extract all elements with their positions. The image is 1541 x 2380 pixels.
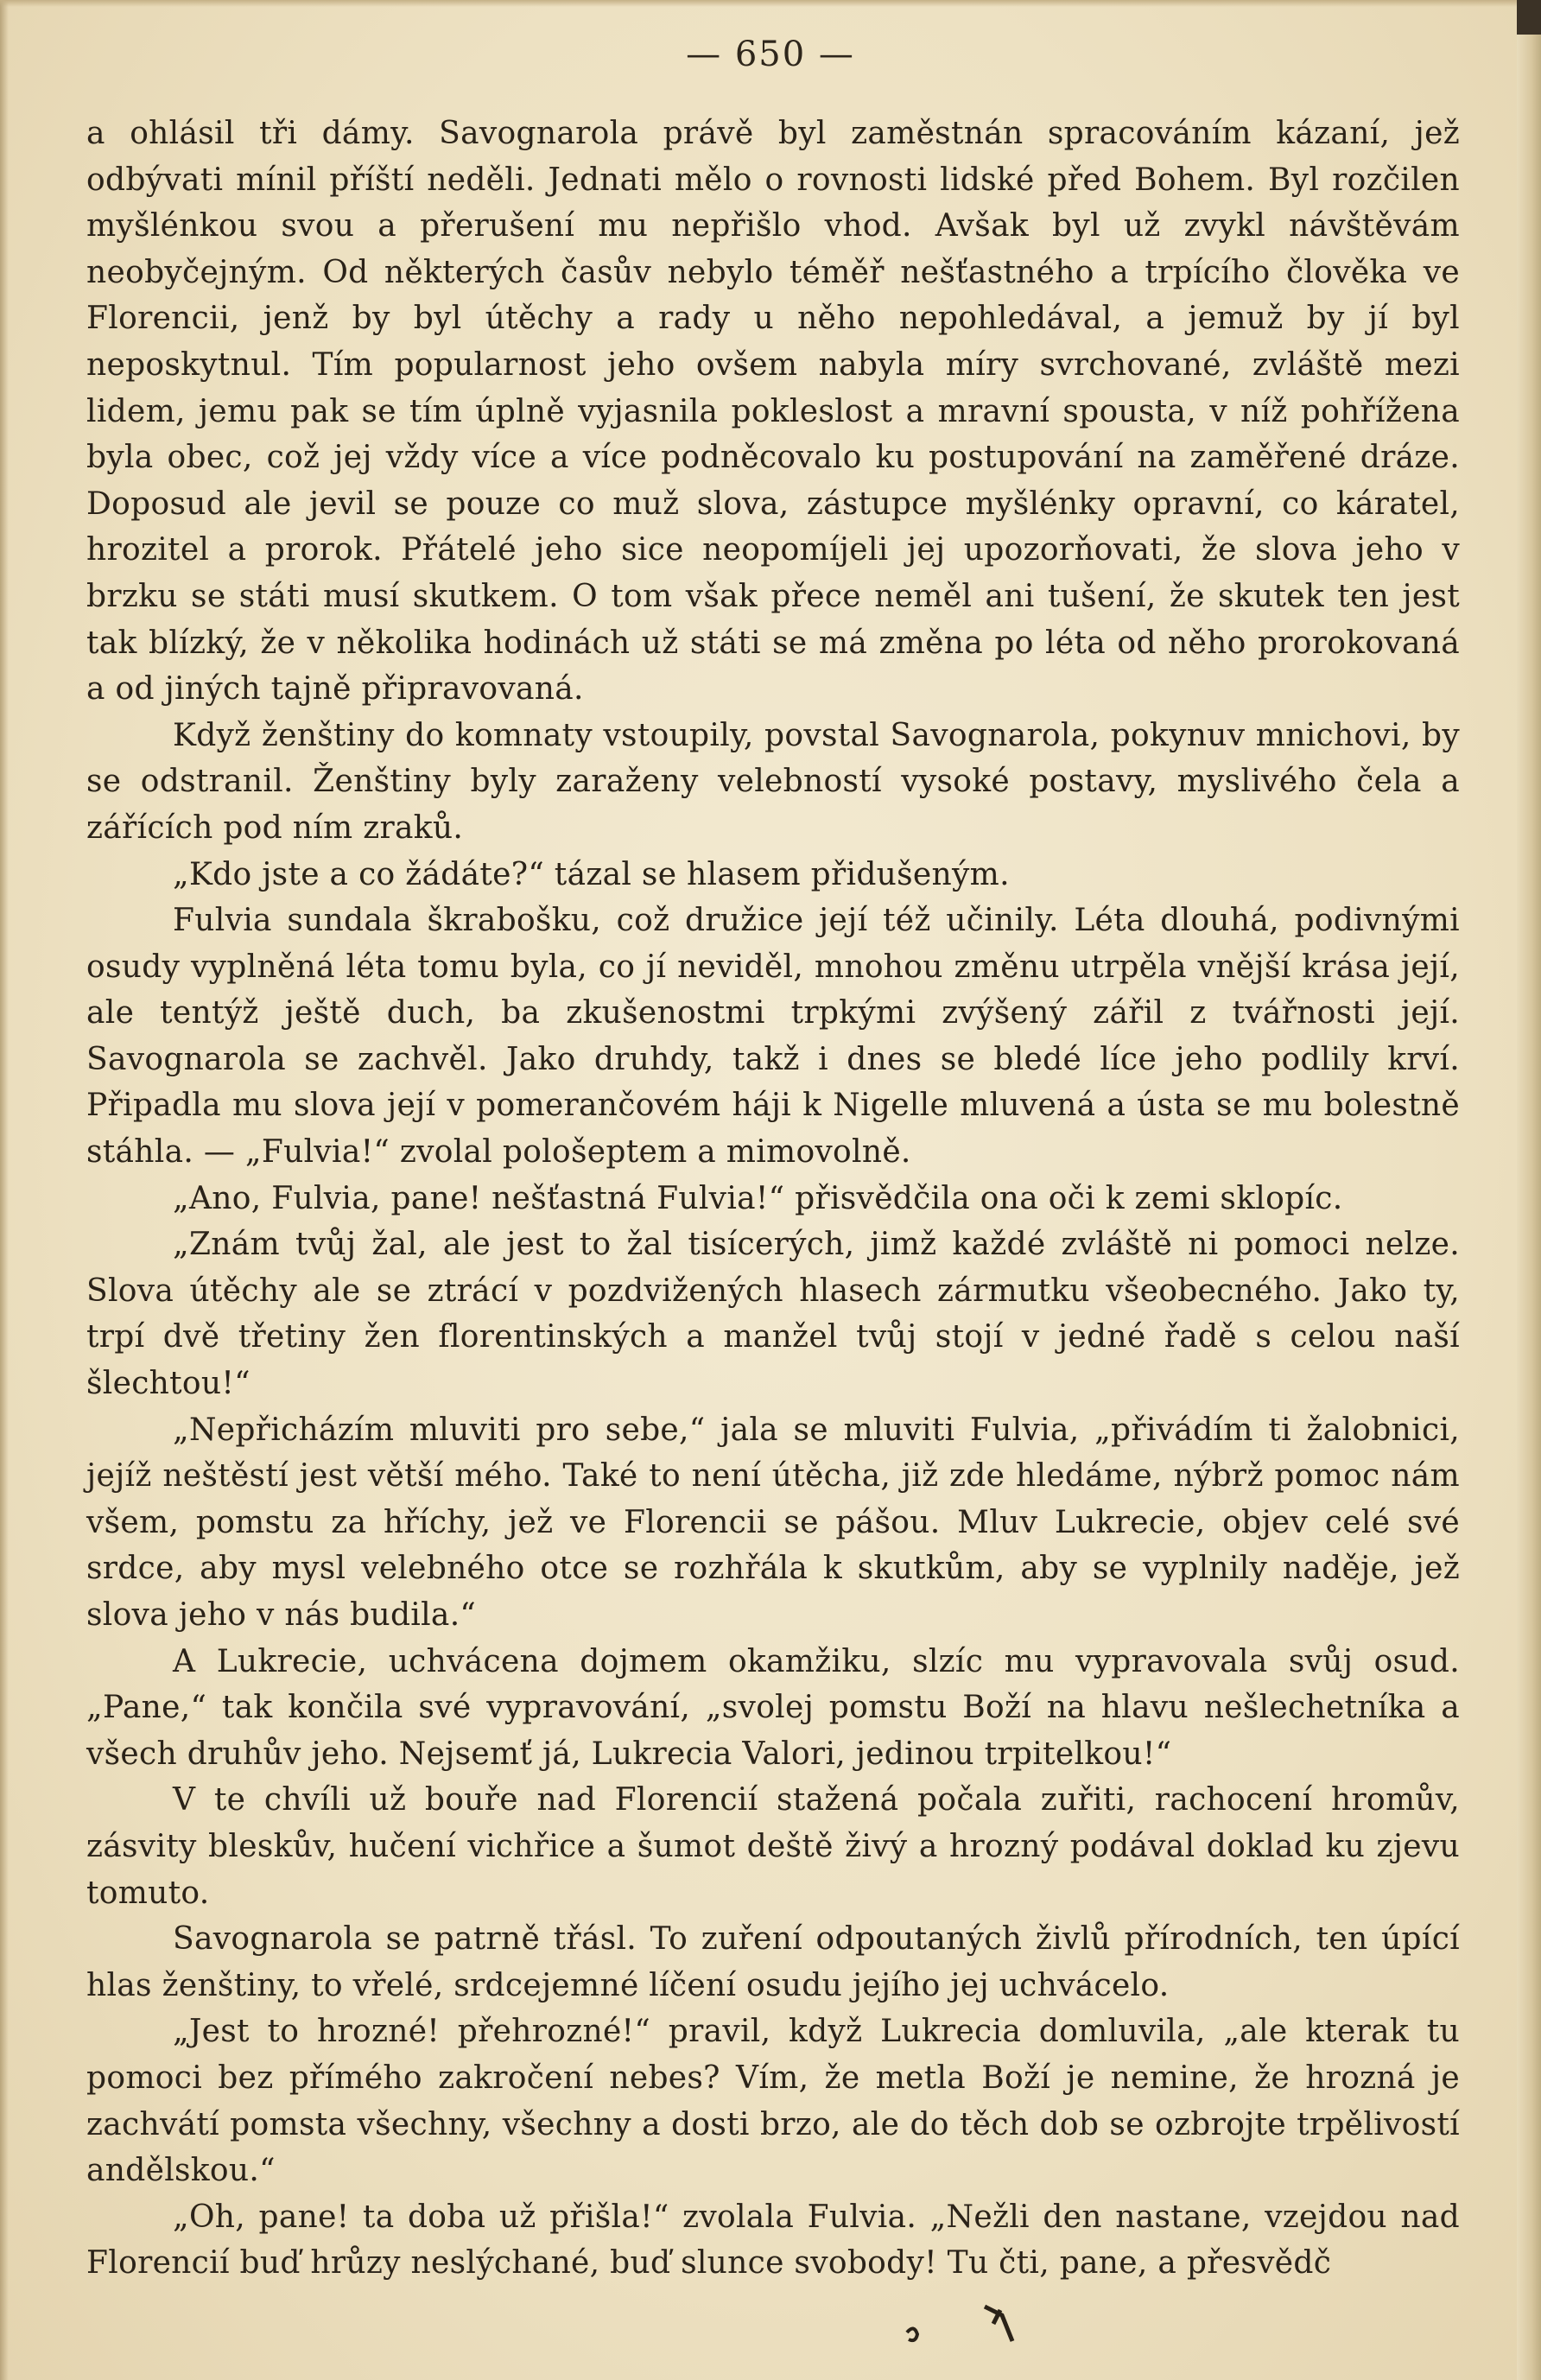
- paragraph: „Oh, pane! ta doba už přišla!“ zvolala Fulvia. „Nežli den nastane, vzejdou nad Florencií buď hrůzy neslýchané, buď slunce svobody! Tu čti, pane, a přesvědč: [86, 2199, 1460, 2282]
- paragraph: „Nepřicházím mluviti pro sebe,“ jala se mluviti Fulvia, „přivádím ti žalobnici, jejíž neštěstí jest větší mého. Také to není útěcha, již zde hledáme, nýbrž pomoc nám všem, pomstu za hříchy, jež ve Florencii se pášou. Mluv Lukrecie, objev celé své srdce, aby mysl velebného otce se rozhřála k skutkům, aby se vyplnily naděje, jež slova jeho v nás budila.“: [86, 1412, 1460, 1633]
- paragraph: Savognarola se patrně třásl. To zuření odpoutaných živlů přírodních, ten úpící hlas ženštiny, to vřelé, srdcejemné líčení osudu jejího jej uchvácelo.: [86, 1921, 1460, 2003]
- body-text: [86, 111, 1460, 2287]
- paragraph: „Kdo jste a co žádáte?“ tázal se hlasem přidušeným.: [173, 856, 1010, 892]
- paragraph: „Jest to hrozné! přehrozné!“ pravil, když Lukrecia domluvila, „ale kterak tu pomoci bez přímého zakročení nebes? Vím, že metla Boží je nemine, že hrozná je zachvátí pomsta všechny, všechny a dosti brzo, ale do těch dob se ozbrojte trpělivostí andělskou.“: [86, 2014, 1460, 2189]
- page-right-edge: [1517, 0, 1541, 2380]
- paragraph: Fulvia sundala škrabošku, což družice její též učinily. Léta dlouhá, podivnými osudy vyplněná léta tomu byla, co jí neviděl, mnohou změnu utrpěla vnější krása její, ale tentýž ještě duch, ba zkušenostmi trpkými zvýšený zářil z tvářnosti její. Savognarola se zachvěl. Jako druhdy, takž i dnes se bledé líce jeho podlily krví. Připadla mu slova její v pomerančovém háji k Nigelle mluvená a ústa se mu bolestně stáhla. — „Fulvia!“ zvolal pološeptem a mimovolně.: [86, 903, 1460, 1171]
- page-left-shadow: [0, 0, 9, 2380]
- paragraph: Když ženštiny do komnaty vstoupily, povstal Savognarola, pokynuv mnichovi, by se odstranil. Ženštiny byly zaraženy velebností vysoké postavy, myslivého čela a zářících pod ním zraků.: [86, 717, 1460, 846]
- paragraph: A Lukrecie, uchvácena dojmem okamžiku, slzíc mu vypravovala svůj osud. „Pane,“ tak končila své vypravování, „svolej pomstu Boží na hlavu nešlechetníka a všech druhův jeho. Nejsemť já, Lukrecia Valori, jedinou trpitelkou!“: [86, 1643, 1460, 1772]
- paragraph: a ohlásil tři dámy. Savognarola právě byl zaměstnán spracováním kázaní, jež odbývati mínil příští neděli. Jednati mělo o rovnosti lidské před Bohem. Byl rozčilen myšlénkou svou a přerušení mu nepřišlo vhod. Avšak byl už zvykl návštěvám neobyčejným. Od některých časův nebylo téměř nešťastného a trpícího člověka ve Florencii, jenž by byl útěchy a rady u něho nepohledával, a jemuž by jí byl neposkytnul. Tím popularnost jeho ovšem nabyla míry svrchované, zvláště mezi lidem, jemu pak se tím úplně vyjasnila pokleslost a mravní spousta, v níž pohřížena byla obec, což jej vždy více a více podněcovalo ku postupování na zaměřené dráze. Doposud ale jevil se pouze co muž slova, zástupce myšlénky opravní, co káratel, hrozitel a prorok. Přátelé jeho sice neopomíjeli jej upozorňovati, že slova jeho v brzku se státi musí skutkem. O tom však přece neměl ani tušení, že skutek ten jest tak blízký, že v několika hodinách už státi se má změna po léta od něho prorokovaná a od jiných tajně připravovaná.: [86, 116, 1460, 708]
- paragraph: „Ano, Fulvia, pane! nešťastná Fulvia!“ přisvědčila ona oči k zemi sklopíc.: [173, 1180, 1343, 1216]
- paragraph: „Znám tvůj žal, ale jest to žal tisícerých, jimž každé zvláště ni pomoci nelze. Slova útěchy ale se ztrácí v pozdvižených hlasech zármutku všeobecného. Jako ty, trpí dvě třetiny žen florentinských a manžel tvůj stojí v jedné řadě s celou naší šlechtou!“: [86, 1227, 1460, 1402]
- paragraph: V te chvíli už bouře nad Florencií stažená počala zuřiti, rachocení hromův, zásvity bleskův, hučení vichřice a šumot deště živý a hrozný podával doklad ku zjevu tomuto.: [86, 1782, 1460, 1911]
- ink-marks: [898, 2298, 1054, 2358]
- page-number: — 650 —: [686, 35, 855, 74]
- ink-mark-left: [907, 2328, 917, 2340]
- ink-mark-right: [985, 2307, 1012, 2341]
- corner-mark: [1517, 0, 1541, 35]
- page-top-shadow: [0, 0, 1541, 7]
